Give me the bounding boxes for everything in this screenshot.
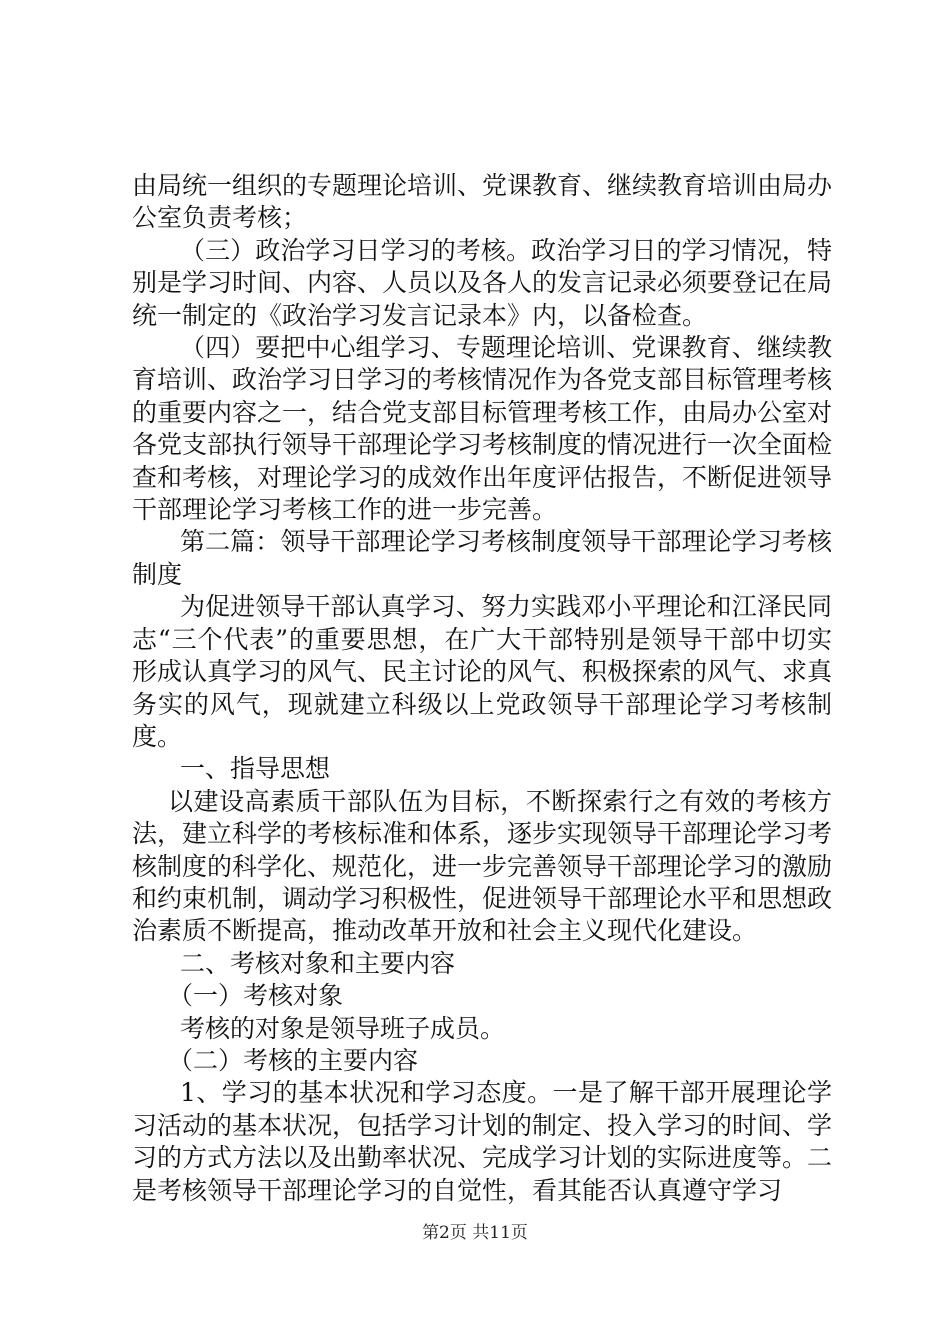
heading-guiding-ideology: 一、指导思想 [180,754,331,784]
paragraph-assessment-object: 考核的对象是领导班子成员。 [180,1013,506,1043]
heading-assessment-targets: 二、考核对象和主要内容 [180,948,456,978]
paragraph-section-3: （三）政治学习日学习的考核。政治学习日的学习情况，特别是学习时间、内容、人员以及各人的发言记录必须要登记在局统一制定的《政治学习发言记录本》内，以备检查。 [132,235,833,330]
subheading-main-content: （二）考核的主要内容 [168,1045,419,1075]
subheading-assessment-object: （一）考核对象 [168,981,344,1011]
paragraph-learning-status: 1、学习的基本状况和学习态度。一是了解干部开展理论学习活动的基本状况，包括学习计划的制定、投入学习的时间、学习的方式方法以及出勤率状况、完成学习计划的实际进度等。二是考核领导干部理论学习的自觉性，看其能否认真遵守学习 [132,1078,833,1205]
page-number-footer: 第2页 共11页 [422,1223,528,1243]
paragraph-intro: 为促进领导干部认真学习、努力实践邓小平理论和江泽民同志“三个代表”的重要思想，在广大干部特别是领导干部中切实形成认真学习的风气、民主讨论的风气、积极探索的风气、求真务实的风气，现就建立科级以上党政领导干部理论学习考核制度。 [132,592,833,751]
paragraph-continuation: 由局统一组织的专题理论培训、党课教育、继续教育培训由局办公室负责考核； [132,171,833,233]
document-body [132,170,832,1207]
paragraph-section-4: （四）要把中心组学习、专题理论培训、党课教育、继续教育培训、政治学习日学习的考核情况作为各党支部目标管理考核的重要内容之一，结合党支部目标管理考核工作，由局办公室对各党支部执行领导干部理论学习考核制度的情况进行一次全面检查和考核，对理论学习的成效作出年度评估报告，不断促进领导干部理论学习考核工作的进一步完善。 [132,333,833,525]
paragraph-guiding-ideology: 以建设高素质干部队伍为目标，不断探索行之有效的考核方法，建立科学的考核标准和体系，逐步实现领导干部理论学习考核制度的科学化、规范化，进一步完善领导干部理论学习的激励和约束机制，调动学习积极性，促进领导干部理论水平和思想政治素质不断提高，推动改革开放和社会主义现代化建设。 [132,786,833,946]
chapter-heading: 第二篇：领导干部理论学习考核制度领导干部理论学习考核制度 [132,527,832,589]
